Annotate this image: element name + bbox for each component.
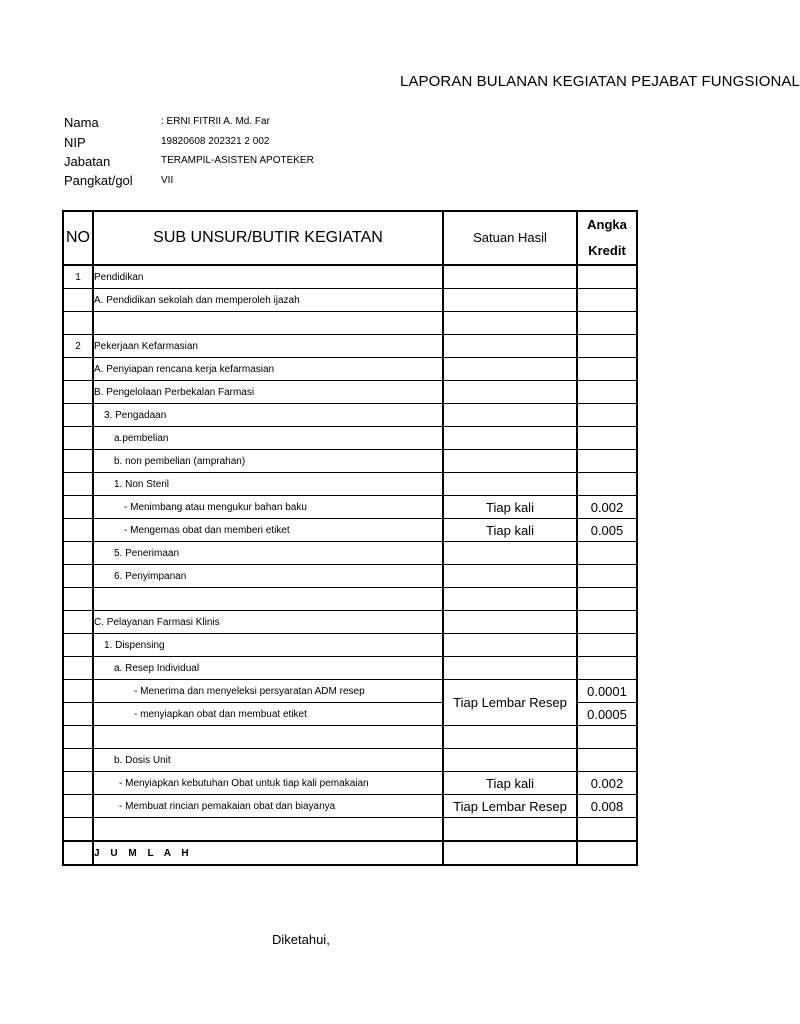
footer-diketahui: Diketahui, xyxy=(272,932,330,947)
row-satuan xyxy=(443,450,577,473)
row-satuan xyxy=(443,265,577,289)
row-satuan xyxy=(443,404,577,427)
row-item: 1. Dispensing xyxy=(93,634,443,657)
jabatan-label: Jabatan xyxy=(64,154,111,169)
row-angka-kredit xyxy=(577,657,637,680)
row-angka-kredit xyxy=(577,358,637,381)
row-item: C. Pelayanan Farmasi Klinis xyxy=(93,611,443,634)
row-satuan xyxy=(443,312,577,335)
row-no xyxy=(63,565,93,588)
row-no xyxy=(63,312,93,335)
table-row xyxy=(63,565,637,588)
row-satuan xyxy=(443,335,577,358)
row-angka-kredit xyxy=(577,312,637,335)
table-header-row xyxy=(63,211,637,265)
row-angka-kredit xyxy=(577,335,637,358)
row-satuan xyxy=(443,542,577,565)
row-no xyxy=(63,427,93,450)
table-row xyxy=(63,772,637,795)
nip-label: NIP xyxy=(64,135,86,150)
table-row xyxy=(63,496,637,519)
row-item xyxy=(93,588,443,611)
row-no xyxy=(63,726,93,749)
row-item: - Menyiapkan kebutuhan Obat untuk tiap kali pemakaian xyxy=(93,772,443,795)
table-row xyxy=(63,473,637,496)
pangkat-label: Pangkat/gol xyxy=(64,173,133,188)
row-item: 1. Non Steril xyxy=(93,473,443,496)
table-row xyxy=(63,427,637,450)
table-row xyxy=(63,542,637,565)
table-row xyxy=(63,519,637,542)
total-angka-kredit xyxy=(577,841,637,865)
row-satuan xyxy=(443,565,577,588)
row-no: 2 xyxy=(63,335,93,358)
row-angka-kredit xyxy=(577,634,637,657)
jabatan-value: TERAMPIL-ASISTEN APOTEKER xyxy=(161,155,314,166)
row-no xyxy=(63,473,93,496)
row-satuan xyxy=(443,818,577,842)
row-angka-kredit xyxy=(577,265,637,289)
total-row xyxy=(63,841,637,865)
row-no xyxy=(63,588,93,611)
row-no xyxy=(63,611,93,634)
row-no xyxy=(63,496,93,519)
total-no xyxy=(63,841,93,865)
row-no xyxy=(63,450,93,473)
table-row xyxy=(63,335,637,358)
row-item xyxy=(93,312,443,335)
nama-value: : ERNI FITRII A. Md. Far xyxy=(161,116,270,127)
row-satuan xyxy=(443,381,577,404)
row-no xyxy=(63,818,93,842)
row-angka-kredit xyxy=(577,726,637,749)
row-item: - Menimbang atau mengukur bahan baku xyxy=(93,496,443,519)
row-satuan xyxy=(443,289,577,312)
row-satuan xyxy=(443,634,577,657)
table-row xyxy=(63,680,637,703)
table-row xyxy=(63,795,637,818)
row-angka-kredit xyxy=(577,818,637,842)
row-item: - Menerima dan menyeleksi persyaratan ADM resep xyxy=(93,680,443,703)
row-no xyxy=(63,634,93,657)
row-angka-kredit xyxy=(577,381,637,404)
row-item: B. Pengelolaan Perbekalan Farmasi xyxy=(93,381,443,404)
row-angka-kredit: 0.002 xyxy=(577,496,637,519)
row-angka-kredit xyxy=(577,404,637,427)
pangkat-value: VII xyxy=(161,175,174,186)
row-satuan xyxy=(443,358,577,381)
row-satuan xyxy=(443,611,577,634)
row-satuan xyxy=(443,749,577,772)
row-angka-kredit: 0.002 xyxy=(577,772,637,795)
table-row xyxy=(63,657,637,680)
table-row xyxy=(63,450,637,473)
row-item: - Mengemas obat dan memberi etiket xyxy=(93,519,443,542)
row-item: a.pembelian xyxy=(93,427,443,450)
row-no xyxy=(63,404,93,427)
row-angka-kredit xyxy=(577,565,637,588)
row-item: a. Resep Individual xyxy=(93,657,443,680)
table-row xyxy=(63,289,637,312)
row-satuan: Tiap kali xyxy=(443,772,577,795)
table-row xyxy=(63,404,637,427)
row-angka-kredit xyxy=(577,427,637,450)
row-no xyxy=(63,289,93,312)
row-angka-kredit xyxy=(577,289,637,312)
row-item: - menyiapkan obat dan membuat etiket xyxy=(93,703,443,726)
total-label: J U M L A H xyxy=(93,841,443,865)
row-no xyxy=(63,703,93,726)
row-no xyxy=(63,795,93,818)
row-angka-kredit: 0.0005 xyxy=(577,703,637,726)
header-item: SUB UNSUR/BUTIR KEGIATAN xyxy=(93,211,443,265)
row-satuan xyxy=(443,726,577,749)
row-angka-kredit xyxy=(577,588,637,611)
header-satuan: Satuan Hasil xyxy=(443,211,577,265)
row-item xyxy=(93,726,443,749)
row-item: - Membuat rincian pemakaian obat dan biayanya xyxy=(93,795,443,818)
nama-label: Nama xyxy=(64,115,99,130)
row-satuan: Tiap Lembar Resep xyxy=(443,680,577,726)
row-no: 1 xyxy=(63,265,93,289)
row-item: b. Dosis Unit xyxy=(93,749,443,772)
row-no xyxy=(63,519,93,542)
row-satuan: Tiap kali xyxy=(443,519,577,542)
report-title: LAPORAN BULANAN KEGIATAN PEJABAT FUNGSIONAL xyxy=(400,73,800,90)
table-row xyxy=(63,611,637,634)
row-satuan xyxy=(443,473,577,496)
row-no xyxy=(63,680,93,703)
row-item: Pendidikan xyxy=(93,265,443,289)
row-angka-kredit: 0.0001 xyxy=(577,680,637,703)
row-satuan xyxy=(443,588,577,611)
table-row xyxy=(63,358,637,381)
table-row xyxy=(63,749,637,772)
row-item: b. non pembelian (amprahan) xyxy=(93,450,443,473)
row-satuan xyxy=(443,657,577,680)
table-row xyxy=(63,381,637,404)
nip-value: 19820608 202321 2 002 xyxy=(161,136,270,147)
table-row xyxy=(63,588,637,611)
row-no xyxy=(63,542,93,565)
activity-table xyxy=(62,210,638,866)
row-item xyxy=(93,818,443,842)
row-no xyxy=(63,772,93,795)
row-angka-kredit xyxy=(577,473,637,496)
row-item: A. Penyiapan rencana kerja kefarmasian xyxy=(93,358,443,381)
total-satuan xyxy=(443,841,577,865)
row-angka-kredit: 0.008 xyxy=(577,795,637,818)
row-item: Pekerjaan Kefarmasian xyxy=(93,335,443,358)
table-row xyxy=(63,265,637,289)
header-no: NO xyxy=(63,211,93,265)
row-angka-kredit xyxy=(577,542,637,565)
row-no xyxy=(63,657,93,680)
row-item: 5. Penerimaan xyxy=(93,542,443,565)
table-row xyxy=(63,726,637,749)
row-item: A. Pendidikan sekolah dan memperoleh ijazah xyxy=(93,289,443,312)
row-angka-kredit xyxy=(577,450,637,473)
row-satuan: Tiap kali xyxy=(443,496,577,519)
table-row xyxy=(63,634,637,657)
row-satuan: Tiap Lembar Resep xyxy=(443,795,577,818)
row-item: 6. Penyimpanan xyxy=(93,565,443,588)
row-no xyxy=(63,749,93,772)
header-angka-kredit: Angka Kredit xyxy=(577,211,637,265)
row-item: 3. Pengadaan xyxy=(93,404,443,427)
row-no xyxy=(63,358,93,381)
row-angka-kredit: 0.005 xyxy=(577,519,637,542)
row-angka-kredit xyxy=(577,611,637,634)
row-no xyxy=(63,381,93,404)
row-satuan xyxy=(443,427,577,450)
table-row xyxy=(63,312,637,335)
table-row xyxy=(63,818,637,842)
row-angka-kredit xyxy=(577,749,637,772)
